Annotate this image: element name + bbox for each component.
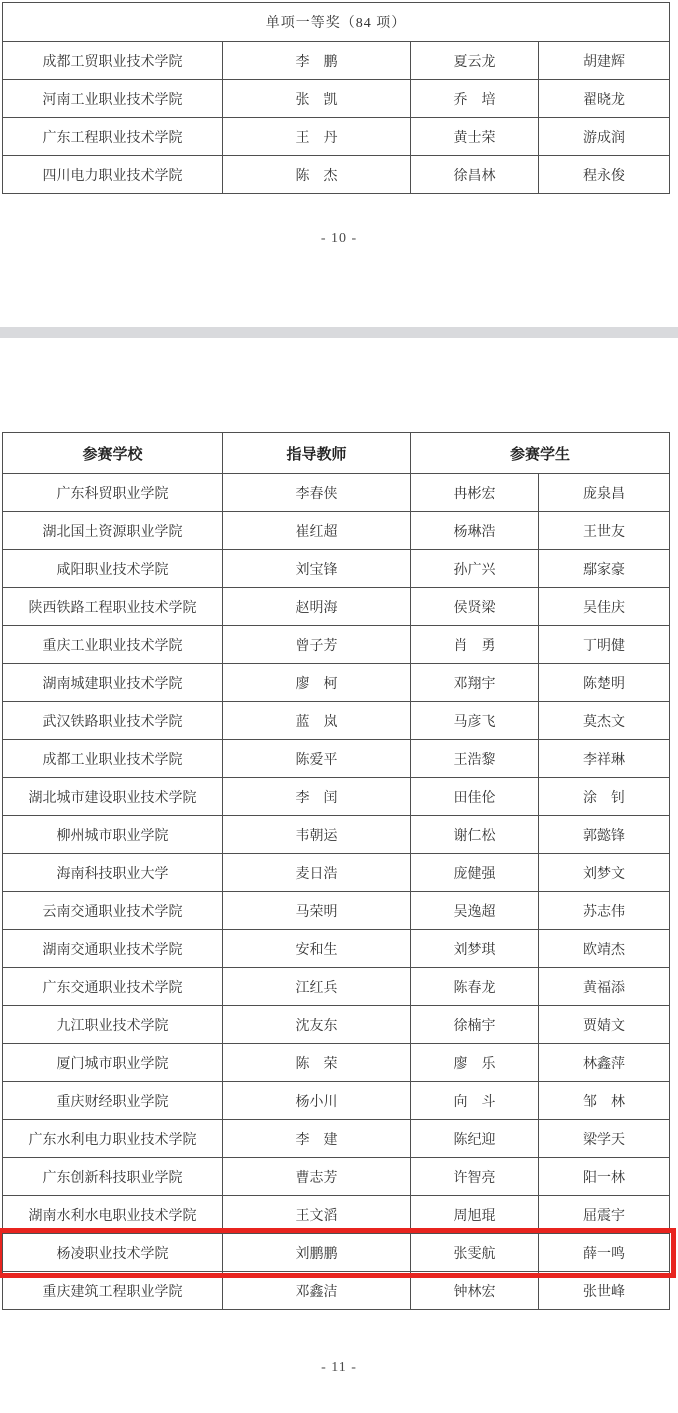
school-cell: 广东水利电力职业技术学院	[3, 1120, 223, 1158]
teacher-cell: 韦朝运	[223, 816, 411, 854]
teacher-cell: 陈 杰	[223, 156, 411, 194]
school-cell: 重庆建筑工程职业学院	[3, 1272, 223, 1310]
student2-cell: 游成润	[539, 118, 670, 156]
table-row	[3, 854, 670, 892]
table-row	[3, 118, 670, 156]
table-row	[3, 816, 670, 854]
student2-cell: 苏志伟	[539, 892, 670, 930]
student2-cell: 翟晓龙	[539, 80, 670, 118]
award-winners-table	[2, 432, 670, 1310]
table-row	[3, 1196, 670, 1234]
teacher-cell: 马荣明	[223, 892, 411, 930]
teacher-cell: 张 凯	[223, 80, 411, 118]
school-cell: 厦门城市职业学院	[3, 1044, 223, 1082]
student1-cell: 夏云龙	[411, 42, 539, 80]
school-cell: 湖南交通职业技术学院	[3, 930, 223, 968]
school-cell: 四川电力职业技术学院	[3, 156, 223, 194]
student2-cell: 吴佳庆	[539, 588, 670, 626]
student2-cell: 庞泉昌	[539, 474, 670, 512]
student1-cell: 张雯航	[411, 1234, 539, 1272]
student2-cell: 王世友	[539, 512, 670, 550]
student1-cell: 陈纪迎	[411, 1120, 539, 1158]
student1-cell: 黄士荣	[411, 118, 539, 156]
table-row	[3, 626, 670, 664]
school-cell: 云南交通职业技术学院	[3, 892, 223, 930]
teacher-cell: 邓鑫洁	[223, 1272, 411, 1310]
school-cell: 重庆财经职业学院	[3, 1082, 223, 1120]
student2-cell: 程永俊	[539, 156, 670, 194]
teacher-cell: 江红兵	[223, 968, 411, 1006]
school-cell: 成都工业职业技术学院	[3, 740, 223, 778]
student1-cell: 陈春龙	[411, 968, 539, 1006]
student2-cell: 阳一林	[539, 1158, 670, 1196]
table-row	[3, 1158, 670, 1196]
teacher-cell: 赵明海	[223, 588, 411, 626]
page-number-10: - 10 -	[320, 231, 358, 246]
school-cell: 陕西铁路工程职业技术学院	[3, 588, 223, 626]
student1-cell: 徐楠宇	[411, 1006, 539, 1044]
student2-cell: 丁明健	[539, 626, 670, 664]
student1-cell: 吴逸超	[411, 892, 539, 930]
table-row	[3, 42, 670, 80]
school-cell: 杨凌职业技术学院	[3, 1234, 223, 1272]
student1-cell: 廖 乐	[411, 1044, 539, 1082]
student2-cell: 鄢家豪	[539, 550, 670, 588]
student2-cell: 陈楚明	[539, 664, 670, 702]
first-prize-table	[2, 2, 670, 194]
student1-cell: 徐昌林	[411, 156, 539, 194]
teacher-cell: 曹志芳	[223, 1158, 411, 1196]
teacher-cell: 崔红超	[223, 512, 411, 550]
table-row	[3, 778, 670, 816]
student2-cell: 李祥琳	[539, 740, 670, 778]
student2-cell: 黄福添	[539, 968, 670, 1006]
teacher-cell: 陈 荣	[223, 1044, 411, 1082]
school-cell: 武汉铁路职业技术学院	[3, 702, 223, 740]
teacher-cell: 李 闰	[223, 778, 411, 816]
table-row	[3, 1272, 670, 1310]
teacher-column-header: 指导教师	[223, 433, 411, 474]
table-row-highlighted	[3, 1234, 670, 1272]
student1-cell: 王浩黎	[411, 740, 539, 778]
school-cell: 重庆工业职业技术学院	[3, 626, 223, 664]
table-row	[3, 1006, 670, 1044]
teacher-cell: 廖 柯	[223, 664, 411, 702]
student1-cell: 向 斗	[411, 1082, 539, 1120]
teacher-cell: 王文滔	[223, 1196, 411, 1234]
student2-cell: 邹 林	[539, 1082, 670, 1120]
student1-cell: 谢仁松	[411, 816, 539, 854]
student2-cell: 林鑫萍	[539, 1044, 670, 1082]
teacher-cell: 陈爱平	[223, 740, 411, 778]
student1-cell: 钟林宏	[411, 1272, 539, 1310]
student2-cell: 涂 钊	[539, 778, 670, 816]
student2-cell: 贾婧文	[539, 1006, 670, 1044]
teacher-cell: 麦日浩	[223, 854, 411, 892]
school-cell: 湖北国土资源职业学院	[3, 512, 223, 550]
student2-cell: 张世峰	[539, 1272, 670, 1310]
student2-cell: 梁学天	[539, 1120, 670, 1158]
school-cell: 咸阳职业技术学院	[3, 550, 223, 588]
school-cell: 海南科技职业大学	[3, 854, 223, 892]
prize-title: 单项一等奖（84 项）	[3, 3, 670, 42]
school-cell: 湖南城建职业技术学院	[3, 664, 223, 702]
student1-cell: 田佳伦	[411, 778, 539, 816]
school-column-header: 参赛学校	[3, 433, 223, 474]
student1-cell: 乔 培	[411, 80, 539, 118]
teacher-cell: 杨小川	[223, 1082, 411, 1120]
student2-cell: 莫杰文	[539, 702, 670, 740]
table-row	[3, 702, 670, 740]
student2-cell: 胡建辉	[539, 42, 670, 80]
table-row	[3, 80, 670, 118]
student2-cell: 欧靖杰	[539, 930, 670, 968]
table-row	[3, 892, 670, 930]
school-cell: 河南工业职业技术学院	[3, 80, 223, 118]
table-row	[3, 588, 670, 626]
student1-cell: 肖 勇	[411, 626, 539, 664]
student1-cell: 杨琳浩	[411, 512, 539, 550]
school-cell: 广东工程职业技术学院	[3, 118, 223, 156]
table-row	[3, 1044, 670, 1082]
table-row	[3, 968, 670, 1006]
school-cell: 湖北城市建设职业技术学院	[3, 778, 223, 816]
student2-cell: 薛一鸣	[539, 1234, 670, 1272]
teacher-cell: 李春侠	[223, 474, 411, 512]
table-row	[3, 930, 670, 968]
teacher-cell: 王 丹	[223, 118, 411, 156]
student1-cell: 孙广兴	[411, 550, 539, 588]
teacher-cell: 曾子芳	[223, 626, 411, 664]
student1-cell: 周旭琨	[411, 1196, 539, 1234]
table-row	[3, 664, 670, 702]
student1-cell: 庞健强	[411, 854, 539, 892]
table-row	[3, 1082, 670, 1120]
table-row	[3, 740, 670, 778]
student1-cell: 邓翔宇	[411, 664, 539, 702]
table-row	[3, 550, 670, 588]
school-cell: 成都工贸职业技术学院	[3, 42, 223, 80]
table-header-row	[3, 433, 670, 474]
teacher-cell: 李 鹏	[223, 42, 411, 80]
school-cell: 柳州城市职业学院	[3, 816, 223, 854]
student2-cell: 刘梦文	[539, 854, 670, 892]
students-column-header: 参赛学生	[411, 433, 670, 474]
table-row	[3, 1120, 670, 1158]
page-break-divider	[0, 327, 678, 338]
school-cell: 九江职业技术学院	[3, 1006, 223, 1044]
student1-cell: 侯贤梁	[411, 588, 539, 626]
school-cell: 广东科贸职业学院	[3, 474, 223, 512]
student1-cell: 马彦飞	[411, 702, 539, 740]
student2-cell: 屈震宇	[539, 1196, 670, 1234]
table-title-row	[3, 3, 670, 42]
school-cell: 广东创新科技职业学院	[3, 1158, 223, 1196]
table-row	[3, 512, 670, 550]
page-number-11: - 11 -	[321, 1360, 357, 1375]
school-cell: 湖南水利水电职业技术学院	[3, 1196, 223, 1234]
teacher-cell: 刘宝锋	[223, 550, 411, 588]
student2-cell: 郭懿锋	[539, 816, 670, 854]
teacher-cell: 蓝 岚	[223, 702, 411, 740]
teacher-cell: 刘鹏鹏	[223, 1234, 411, 1272]
student1-cell: 许智亮	[411, 1158, 539, 1196]
table-row	[3, 156, 670, 194]
teacher-cell: 安和生	[223, 930, 411, 968]
student1-cell: 冉彬宏	[411, 474, 539, 512]
school-cell: 广东交通职业技术学院	[3, 968, 223, 1006]
table-row	[3, 474, 670, 512]
teacher-cell: 沈友东	[223, 1006, 411, 1044]
student1-cell: 刘梦琪	[411, 930, 539, 968]
teacher-cell: 李 建	[223, 1120, 411, 1158]
